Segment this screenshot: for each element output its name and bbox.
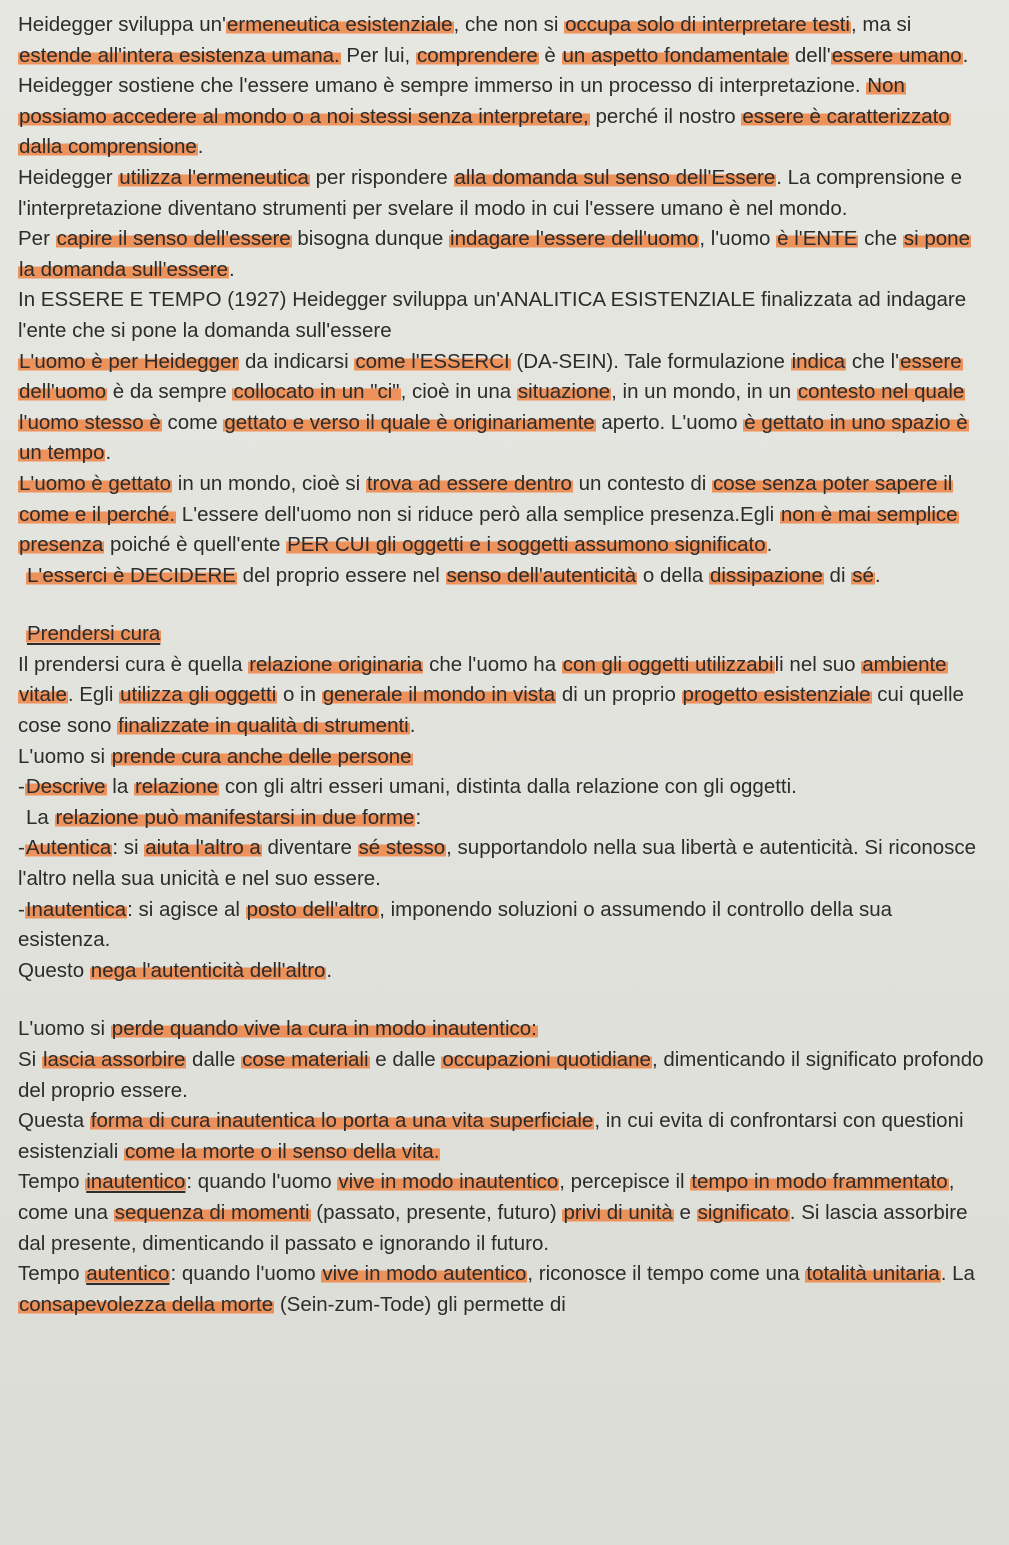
text-segment: .	[197, 135, 204, 159]
text-segment: e dalle	[369, 1048, 442, 1071]
text-segment: .	[229, 257, 235, 281]
text-segment: . La	[940, 1262, 975, 1286]
text-segment: , imponendo soluzioni o assumendo il controllo della sua esistenza.	[18, 897, 893, 952]
text-segment: In ESSERE E TEMPO (1927) Heidegger sviluppa un'ANALITICA ESISTENZIALE finalizzata ad indagare l'ente che si pone la domanda sull'essere	[18, 288, 967, 342]
paragraph-essere-e-tempo	[18, 285, 987, 346]
highlighted-text: relazione può manifestarsi in due forme	[55, 805, 415, 829]
highlighted-text: vive in modo autentico	[322, 1262, 527, 1286]
highlighted-text: comprendere	[416, 43, 538, 67]
highlighted-text: ambiente vitale	[19, 652, 947, 707]
highlighted-text: indica	[791, 349, 846, 373]
highlighted-text: gettato e verso il quale è originariamente	[224, 410, 595, 434]
highlighted-text: L'uomo è per Heidegger	[19, 349, 239, 373]
paragraph-gettato	[18, 469, 987, 561]
text-segment: Tempo	[18, 1170, 86, 1194]
text-segment: -	[18, 897, 25, 921]
text-segment: : si agisce al	[127, 897, 246, 921]
paragraph-esserci	[18, 347, 987, 469]
highlighted-text: PER CUI gli oggetti e i soggetti assumono significato	[287, 533, 766, 557]
highlighted-text: relazione originaria	[249, 652, 423, 676]
text-segment: -	[18, 775, 25, 799]
highlighted-text: Inautentica	[25, 897, 127, 921]
highlighted-text: L'uomo è gettato	[19, 471, 172, 495]
highlighted-text: ermeneutica esistenziale	[226, 13, 453, 36]
paragraph-nega	[18, 956, 987, 987]
text-segment: Per lui,	[340, 43, 416, 67]
highlighted-text: consapevolezza della morte	[19, 1292, 274, 1316]
text-segment: , supportandolo nella sua libertà e autenticità. Si riconosce l'altro nella sua unicità e nel suo essere.	[18, 836, 977, 891]
text-segment: da indicarsi	[239, 349, 355, 373]
highlighted-text: inautentico	[86, 1170, 186, 1194]
paragraph-si-perde	[18, 1014, 987, 1045]
text-segment: :	[415, 805, 422, 829]
highlighted-text: tempo in modo frammentato	[691, 1170, 948, 1194]
highlighted-text: indagare l'essere dell'uomo	[450, 227, 699, 251]
highlighted-text: Prendersi cura	[27, 622, 161, 646]
text-segment: in un mondo, cioè si	[172, 471, 366, 495]
paragraph-assorbire	[18, 1045, 987, 1106]
text-segment: , cioè in una	[400, 380, 517, 404]
highlighted-text: vive in modo inautentico	[338, 1170, 559, 1194]
text-segment: . La comprensione e l'interpretazione diventano strumenti per svelare il modo in cui l'essere umano è nel mondo.	[18, 165, 963, 220]
highlighted-text: privi di unità	[563, 1200, 673, 1224]
paragraph-inautentica	[18, 895, 987, 956]
highlighted-text: dissipazione	[710, 563, 823, 587]
highlighted-text: L'esserci è DECIDERE	[27, 563, 236, 587]
text-segment: bisogna dunque	[291, 227, 450, 251]
highlighted-text: cose materiali	[242, 1048, 369, 1071]
highlighted-text: un aspetto fondamentale	[562, 43, 789, 67]
text-segment: .	[326, 958, 333, 982]
text-segment: è	[538, 43, 562, 67]
text-segment: , percepisce il	[559, 1170, 691, 1194]
highlighted-text: totalità unitaria	[806, 1262, 940, 1286]
text-segment: un contesto di	[572, 471, 712, 495]
text-segment: Tempo	[18, 1262, 86, 1286]
highlighted-text: contesto nel quale l'uomo stesso è	[19, 380, 965, 434]
highlighted-text: come la morte o il senso della vita.	[124, 1139, 440, 1163]
highlighted-text: trova ad essere dentro	[366, 471, 572, 495]
highlighted-text: sé stesso	[358, 836, 446, 860]
highlighted-text: essere umano	[831, 43, 962, 67]
text-segment: la	[106, 775, 134, 799]
text-segment: : si	[112, 836, 145, 860]
text-segment: .	[874, 563, 881, 587]
text-segment: come	[161, 410, 224, 434]
highlighted-text: nega l'autenticità dell'altro	[90, 958, 326, 982]
text-segment: . Si lascia assorbire dal presente, dimenticando il passato e ignorando il futuro.	[18, 1200, 968, 1255]
text-segment: aperto. L'uomo	[595, 410, 744, 434]
text-segment: che l'uomo ha	[423, 652, 562, 676]
highlighted-text: Autentica	[25, 836, 112, 860]
highlighted-text: con gli oggetti utilizzabi	[562, 652, 774, 676]
text-segment: -	[18, 836, 25, 860]
text-segment: L'uomo si	[18, 1017, 111, 1041]
highlighted-text: è l'ENTE	[777, 227, 858, 251]
text-segment: Il prendersi cura è quella	[18, 652, 249, 676]
text-segment: dalle	[186, 1048, 242, 1071]
text-segment: di un proprio	[556, 683, 682, 707]
text-segment: diventare	[261, 836, 358, 860]
text-segment: Questo	[18, 958, 90, 982]
text-segment: , in cui evita di confrontarsi con questioni esistenziali	[18, 1109, 964, 1163]
highlighted-text: posto dell'altro	[246, 897, 379, 921]
text-segment: , riconosce il tempo come una	[527, 1262, 806, 1286]
paragraph-relazione-oggetti	[18, 650, 987, 742]
highlighted-text: relazione	[134, 775, 219, 799]
paragraph-interpretazione	[18, 71, 987, 163]
text-segment: , che non si	[453, 13, 565, 36]
text-segment: poiché è quell'ente	[104, 533, 287, 557]
text-segment: (Sein-zum-Tode) gli permette di	[274, 1292, 566, 1316]
highlighted-text: estende all'intera esistenza umana.	[19, 43, 340, 67]
text-segment: : quando l'uomo	[186, 1170, 338, 1194]
text-segment: L'essere dell'uomo non si riduce però alla semplice presenza.Egli	[176, 502, 780, 526]
text-segment: . Egli	[67, 683, 120, 707]
text-segment: Heidegger sostiene che l'essere umano è sempre immerso in un processo di interpretazione.	[18, 74, 867, 98]
paragraph-cura-persone	[18, 742, 987, 773]
paragraph-ermeneutica	[18, 10, 987, 71]
highlighted-text: come l'ESSERCI	[355, 349, 510, 373]
text-segment: o della	[637, 563, 710, 587]
highlighted-text: non è mai semplice presenza	[19, 502, 958, 557]
highlighted-text: utilizza l'ermeneutica	[119, 165, 309, 189]
highlighted-text: forma di cura inautentica lo porta a una vita superficiale	[90, 1109, 594, 1133]
text-segment: .	[766, 533, 773, 557]
highlighted-text: occupa solo di interpretare testi	[565, 13, 850, 36]
text-segment: La	[26, 805, 55, 829]
text-segment: e	[673, 1200, 697, 1224]
paragraph-tempo-autentico	[18, 1259, 987, 1320]
text-segment: .	[962, 43, 969, 67]
paragraph-descrive	[18, 772, 987, 803]
highlighted-text: essere è caratterizzato dalla comprensione	[19, 104, 950, 159]
highlighted-text: utilizza gli oggetti	[120, 683, 277, 707]
text-segment: , in un mondo, in un	[611, 380, 797, 404]
highlighted-text: progetto esistenziale	[682, 683, 871, 707]
text-segment: perché il nostro	[589, 104, 742, 128]
section-heading-prendersi-cura	[18, 619, 987, 650]
text-segment: .	[409, 714, 416, 738]
highlighted-text: autentico	[86, 1262, 170, 1286]
highlighted-text: essere dell'uomo	[19, 349, 962, 404]
text-segment: (passato, presente, futuro)	[310, 1200, 563, 1224]
text-segment: : quando l'uomo	[170, 1262, 322, 1286]
highlighted-text: cose senza poter sapere il come e il perché.	[19, 471, 953, 526]
highlighted-text: è gettato in uno spazio è un tempo	[19, 410, 968, 465]
text-segment: .	[105, 441, 112, 465]
highlighted-text: generale il mondo in vista	[322, 683, 556, 707]
text-segment: che l'	[846, 349, 900, 373]
text-segment: Si	[18, 1048, 42, 1071]
highlighted-text: sé	[852, 563, 874, 587]
paragraph-ente	[18, 224, 987, 285]
paragraph-due-forme	[18, 803, 987, 834]
highlighted-text: capire il senso dell'essere	[56, 227, 291, 251]
highlighted-text: significato	[697, 1200, 789, 1224]
highlighted-text: alla domanda sul senso dell'Essere	[454, 165, 776, 189]
highlighted-text: collocato in un "ci"	[233, 380, 400, 404]
text-segment: Per	[18, 227, 56, 251]
highlighted-text: aiuta l'altro a	[145, 836, 261, 860]
text-segment: , l'uomo	[699, 227, 777, 251]
highlighted-text: Descrive	[25, 775, 106, 799]
paragraph-senso-essere	[18, 163, 987, 224]
highlighted-text: sequenza di momenti	[114, 1200, 310, 1224]
text-segment: Heidegger sviluppa un'	[18, 13, 226, 36]
highlighted-text: Non possiamo accedere al mondo o a noi stessi senza interpretare,	[19, 74, 905, 128]
text-segment: che	[858, 227, 903, 251]
highlighted-text: prende cura anche delle persone	[111, 744, 412, 768]
text-segment: , ma si	[850, 13, 912, 36]
text-segment: cui quelle cose sono	[18, 683, 964, 738]
text-segment: con gli altri esseri umani, distinta dalla relazione con gli oggetti.	[219, 775, 797, 799]
paragraph-decidere	[18, 561, 987, 592]
highlighted-text: finalizzate in qualità di strumenti	[118, 714, 409, 738]
highlighted-text: occupazioni quotidiane	[442, 1048, 651, 1071]
text-segment: (DA-SEIN). Tale formulazione	[510, 349, 791, 373]
paragraph-tempo-inautentico	[18, 1167, 987, 1259]
text-segment: o in	[277, 683, 322, 707]
text-segment: del proprio essere nel	[236, 563, 446, 587]
paragraph-autentica	[18, 833, 987, 894]
text-segment: Questa	[18, 1109, 90, 1133]
highlighted-text: lascia assorbire	[42, 1048, 186, 1071]
highlighted-text: senso dell'autenticità	[446, 563, 637, 587]
text-segment: li nel suo	[774, 652, 862, 676]
paragraph-vita-superficiale	[18, 1106, 987, 1167]
highlighted-text: perde quando vive la cura in modo inautentico:	[111, 1017, 537, 1041]
text-segment: di	[823, 563, 852, 587]
text-segment: per rispondere	[309, 165, 454, 189]
text-segment: è da sempre	[107, 380, 233, 404]
text-segment: , come una	[18, 1170, 955, 1224]
highlighted-text: si pone la domanda sull'essere	[19, 227, 970, 281]
text-segment: L'uomo si	[18, 744, 111, 768]
highlighted-text: situazione	[517, 380, 611, 404]
text-segment: , dimenticando il significato profondo del proprio essere.	[18, 1048, 984, 1102]
text-segment: dell'	[789, 43, 831, 67]
text-segment: Heidegger	[18, 165, 119, 189]
